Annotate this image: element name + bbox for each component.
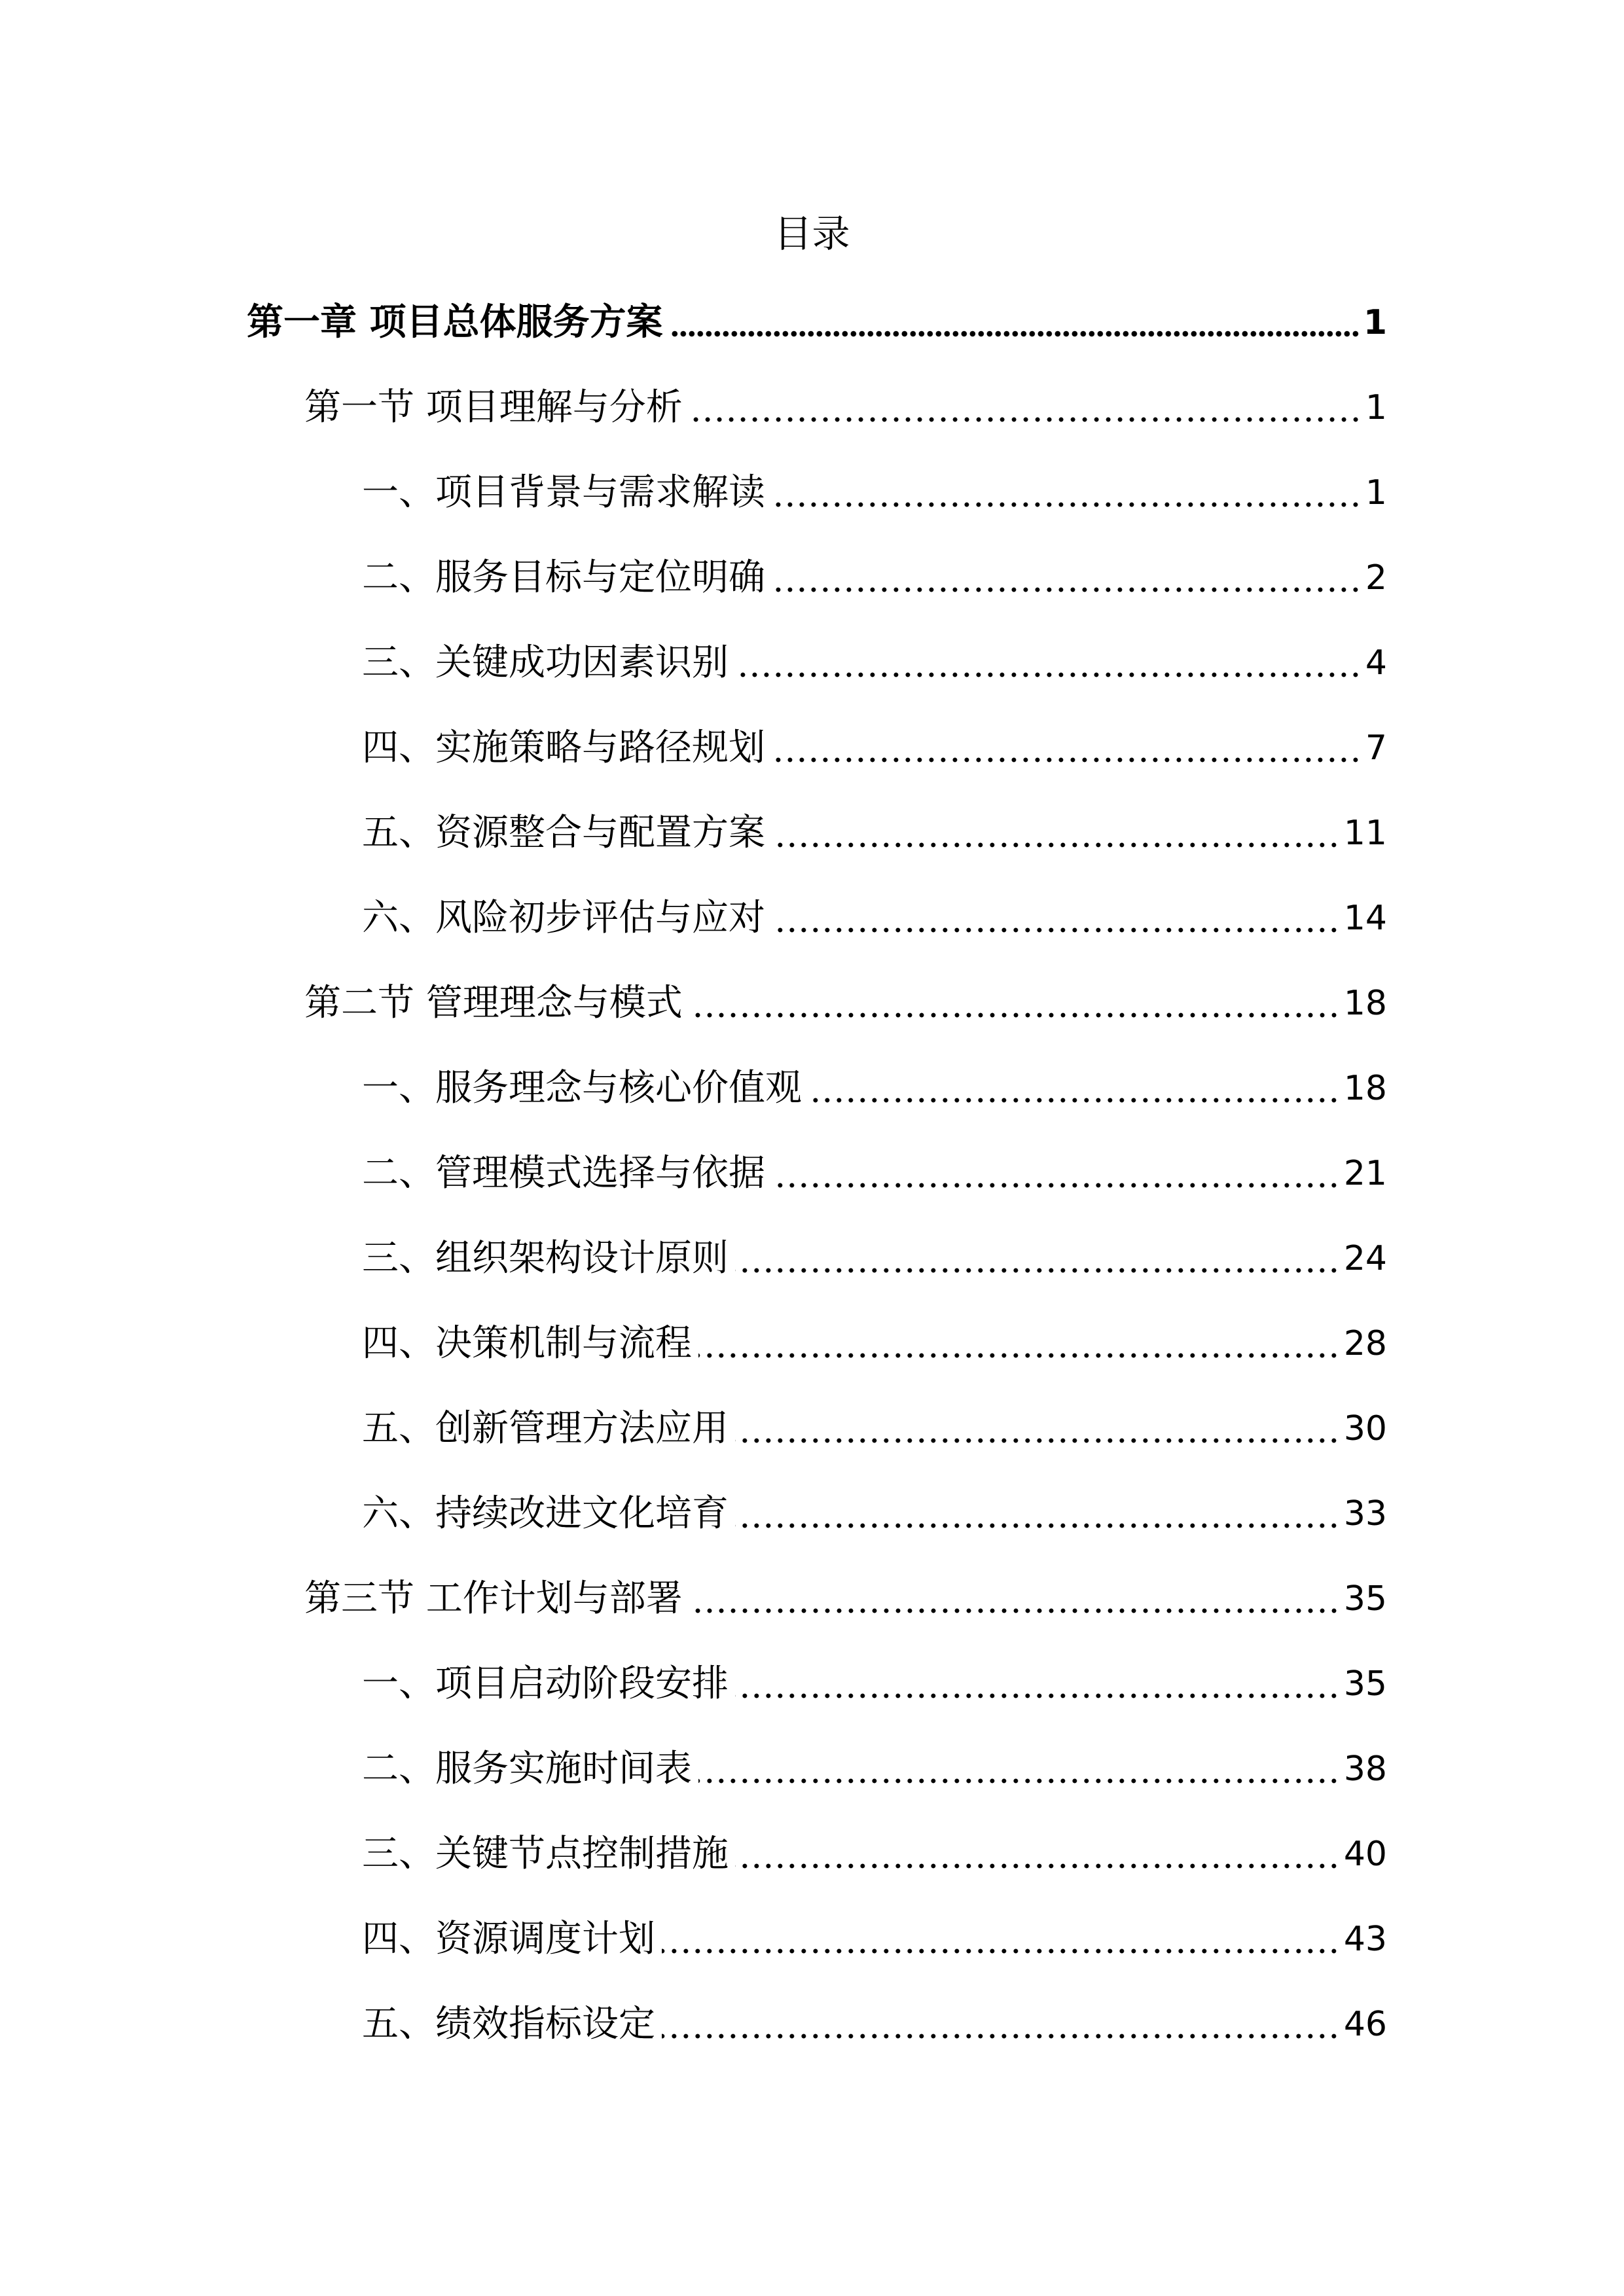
toc-entry-page: 21	[1343, 1154, 1387, 1193]
dot-leader	[772, 895, 1340, 941]
toc-entry-label: 三、关键节点控制措施	[362, 1833, 729, 1875]
toc-entry-label: 四、实施策略与路径规划	[362, 726, 765, 769]
toc-entry-page: 35	[1343, 1579, 1387, 1619]
toc-entry-page: 1	[1365, 388, 1387, 427]
toc-entry-label: 一、服务理念与核心价值观	[362, 1067, 802, 1109]
toc-entry-page: 1	[1363, 303, 1387, 342]
toc-entry-item[interactable]	[362, 555, 1387, 601]
dot-leader	[662, 1916, 1340, 1962]
dot-leader	[772, 1151, 1340, 1196]
toc-entry-label: 六、持续改进文化培育	[362, 1492, 729, 1535]
toc-entry-item[interactable]	[362, 1746, 1387, 1792]
toc-entry-section-1[interactable]	[304, 385, 1387, 431]
toc-entry-label: 二、管理模式选择与依据	[362, 1152, 765, 1194]
toc-entry-page: 43	[1343, 1920, 1387, 1959]
toc-entry-label: 第一节 项目理解与分析	[304, 386, 683, 429]
dot-leader	[689, 980, 1340, 1026]
toc-entry-label: 六、风险初步评估与应对	[362, 897, 765, 939]
toc-entry-label: 二、服务实施时间表	[362, 1748, 692, 1790]
dot-leader	[689, 1576, 1340, 1622]
toc-entry-item[interactable]	[362, 1491, 1387, 1537]
toc-title: 目录	[774, 211, 850, 256]
toc-entry-page: 4	[1365, 643, 1387, 683]
toc-entry-chapter-1[interactable]	[247, 300, 1387, 346]
dot-leader	[735, 1661, 1340, 1707]
toc-entry-label: 五、创新管理方法应用	[362, 1407, 729, 1450]
toc-entry-item[interactable]	[362, 1236, 1387, 1282]
toc-entry-item[interactable]	[362, 1916, 1387, 1962]
toc-entry-label: 四、资源调度计划	[362, 1918, 655, 1960]
toc-entry-item[interactable]	[362, 895, 1387, 941]
toc-entry-label: 一、项目启动阶段安排	[362, 1662, 729, 1705]
dot-leader	[735, 1406, 1340, 1452]
toc-entry-item[interactable]	[362, 1831, 1387, 1877]
toc-entry-item[interactable]	[362, 1321, 1387, 1367]
toc-entry-page: 35	[1343, 1664, 1387, 1704]
dot-leader	[662, 2001, 1340, 2047]
dot-leader	[735, 1491, 1340, 1537]
toc-entry-page: 30	[1343, 1409, 1387, 1448]
toc-entry-item[interactable]	[362, 810, 1387, 856]
dot-leader	[772, 810, 1340, 856]
dot-leader	[689, 385, 1362, 431]
toc-entry-label: 三、组织架构设计原则	[362, 1237, 729, 1280]
toc-entry-label: 第三节 工作计划与部署	[304, 1577, 683, 1620]
dot-leader	[735, 1831, 1340, 1877]
toc-entry-label: 五、绩效指标设定	[362, 2003, 655, 2045]
dot-leader	[670, 300, 1360, 346]
toc-entry-label: 五、资源整合与配置方案	[362, 812, 765, 854]
toc-entry-page: 18	[1343, 1069, 1387, 1108]
dot-leader	[698, 1746, 1340, 1792]
dot-leader	[735, 1236, 1340, 1282]
dot-leader	[808, 1066, 1340, 1111]
dot-leader	[772, 555, 1362, 601]
toc-entry-item[interactable]	[362, 2001, 1387, 2047]
toc-entry-page: 24	[1343, 1239, 1387, 1278]
toc-entry-page: 1	[1365, 473, 1387, 512]
toc-entry-item[interactable]	[362, 470, 1387, 516]
toc-entry-label: 第一章 项目总体服务方案	[247, 301, 663, 344]
toc-entry-page: 46	[1343, 2005, 1387, 2044]
toc-entry-page: 40	[1343, 1835, 1387, 1874]
toc-entry-item[interactable]	[362, 1661, 1387, 1707]
toc-entry-page: 28	[1343, 1324, 1387, 1363]
toc-entry-label: 二、服务目标与定位明确	[362, 556, 765, 599]
toc-entry-page: 14	[1343, 899, 1387, 938]
toc-entry-page: 7	[1365, 728, 1387, 768]
toc-entry-label: 三、关键成功因素识别	[362, 641, 729, 684]
toc-entry-page: 11	[1343, 814, 1387, 853]
toc-entry-item[interactable]	[362, 1066, 1387, 1111]
dot-leader	[698, 1321, 1340, 1367]
toc-entry-item[interactable]	[362, 1406, 1387, 1452]
toc-entry-page: 33	[1343, 1494, 1387, 1534]
toc-entry-item[interactable]	[362, 725, 1387, 771]
toc-entry-section-3[interactable]	[304, 1576, 1387, 1622]
toc-entry-page: 2	[1365, 558, 1387, 598]
dot-leader	[772, 725, 1362, 771]
toc-entry-page: 18	[1343, 984, 1387, 1023]
toc-entry-label: 四、决策机制与流程	[362, 1322, 692, 1365]
toc-entry-item[interactable]	[362, 640, 1387, 686]
toc-entry-item[interactable]	[362, 1151, 1387, 1196]
toc-entry-label: 第二节 管理理念与模式	[304, 982, 683, 1024]
toc-entry-label: 一、项目背景与需求解读	[362, 471, 765, 514]
toc-entry-page: 38	[1343, 1749, 1387, 1789]
dot-leader	[735, 640, 1362, 686]
toc-entry-section-2[interactable]	[304, 980, 1387, 1026]
dot-leader	[772, 470, 1362, 516]
